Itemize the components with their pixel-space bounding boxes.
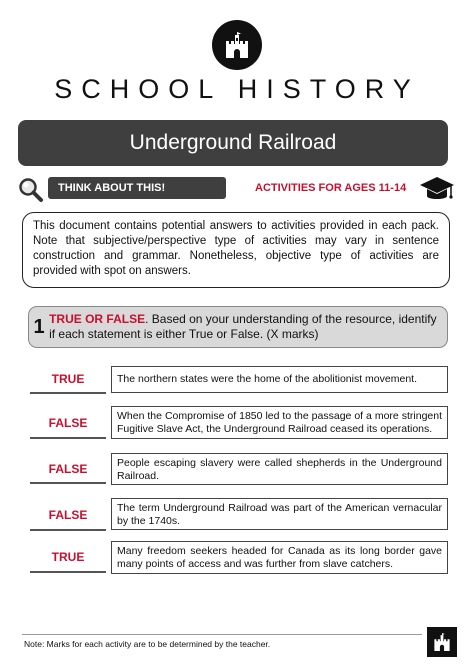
graduation-cap-icon [419,174,455,204]
footer-logo [427,627,457,657]
section-heading: TRUE OR FALSE [49,312,146,326]
footer-note: Note: Marks for each activity are to be determined by the teacher. [24,639,271,649]
section-instructions-text: . Based on your understanding of the resource, identify if each statement is either True or False. (X marks) [49,312,437,341]
intro-paragraph: This document contains potential answers to activities provided in each pack. Note that subjective/perspective type of activities may vary in sentence construction and grammar. Nonetheless, objective type of activities are provided with spot on answers. [22,212,450,288]
answer-label: TRUE [51,550,85,564]
answer-label: FALSE [48,462,88,476]
brand-logo [212,20,262,70]
answer-line [30,437,106,439]
activities-ages-label: ACTIVITIES FOR AGES 11-14 [255,182,407,194]
section-header [28,306,448,348]
answer-line [30,529,106,531]
answer-label: FALSE [48,416,88,430]
answer-line [30,392,106,394]
brand-name: SCHOOL HISTORY [54,74,420,104]
answer-label: TRUE [51,372,85,386]
section-number: 1 [33,315,45,338]
section-instructions [49,312,447,342]
footer-divider [22,634,422,635]
answer-label: FALSE [48,508,88,522]
statement-box: The term Underground Railroad was part of the American vernacular by the 1740s. [111,498,448,530]
castle-icon [432,633,452,651]
statement-box: Many freedom seekers headed for Canada as its long border gave many points of access and was further from slave catchers. [111,541,448,574]
think-about-this-label: THINK ABOUT THIS! [48,177,226,199]
magnifier-icon [18,177,44,203]
statement-box: When the Compromise of 1850 led to the passage of a more stringent Fugitive Slave Act, the Underground Railroad ceased its operations. [111,406,448,439]
page-title: Underground Railroad [18,120,448,166]
statement-box: People escaping slavery were called shepherds in the Underground Railroad. [111,453,448,485]
answer-line [30,482,106,484]
castle-icon [223,32,251,58]
statement-box: The northern states were the home of the abolitionist movement. [111,366,448,393]
answer-line [30,571,106,573]
